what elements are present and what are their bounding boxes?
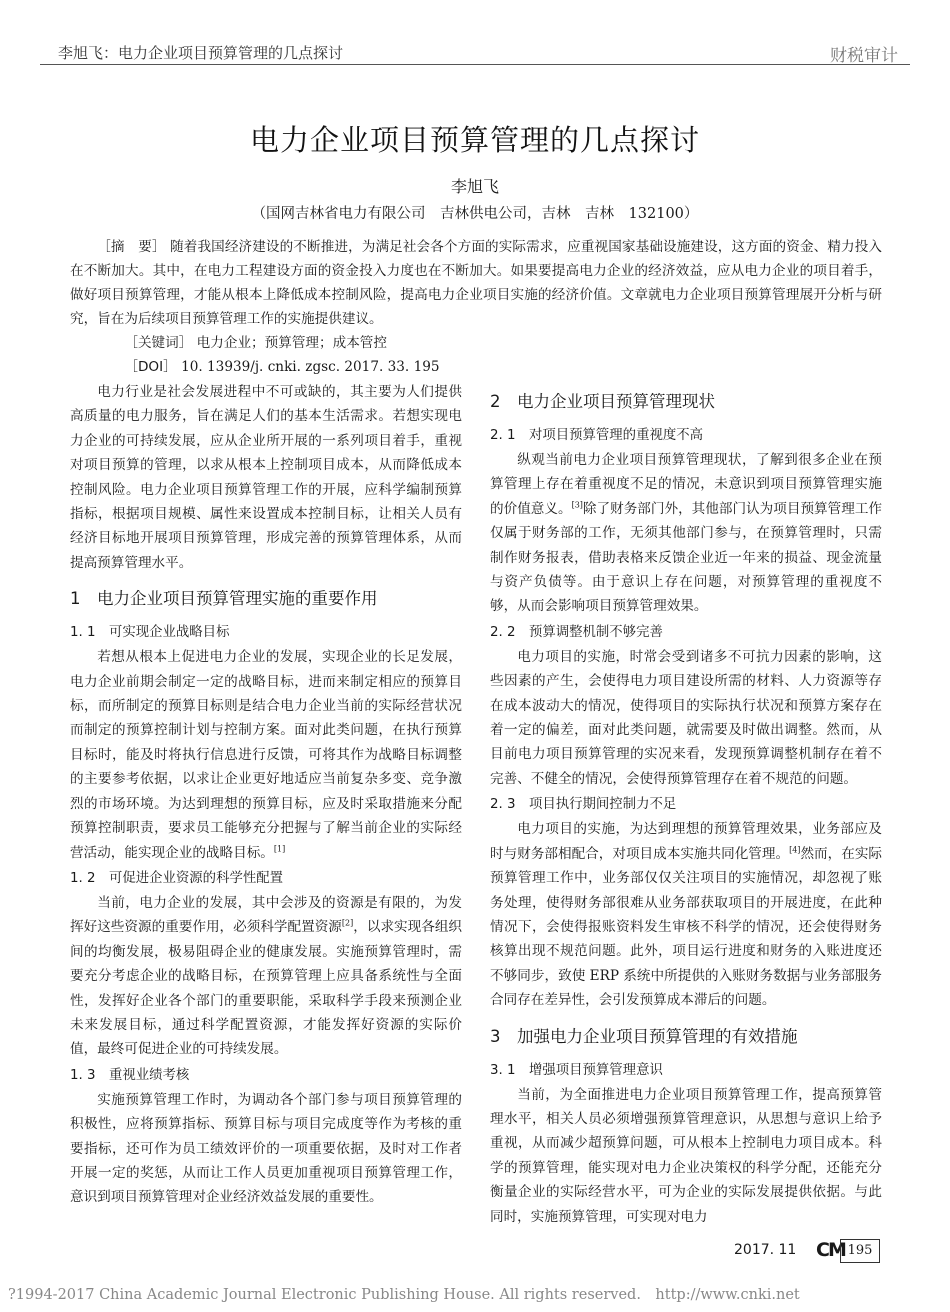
abstract-block — [70, 235, 882, 379]
copyright-notice: ?1994-2017 China Academic Journal Electronic Publishing House. All rights reserved. http://www.cnki.net — [8, 1287, 800, 1303]
header-article-title: 李旭飞：电力企业项目预算管理的几点探讨 — [58, 44, 344, 62]
section-1-1-paragraph — [70, 645, 462, 865]
running-header — [40, 38, 910, 65]
issue-date: 2017. 11 — [734, 1242, 797, 1258]
section-3-heading: 3 加强电力企业项目预算管理的有效措施 — [490, 1026, 798, 1046]
section-2-1-heading: 2. 1 对项目预算管理的重视度不高 — [490, 428, 704, 443]
section-1-3-paragraph: 实施预算管理工作时，为调动各个部门参与项目预算管理的积极性，应将预算指标、预算目标与项目完成度等作为考核的重要指标，还可作为员工绩效评价的一项重要依据，及时对工作者开展一定的奖惩，从而让工作人员更加重视项目预算管理工作，意识到项目预算管理对企业经济效益发展的重要性。 — [70, 1091, 462, 1206]
section-2-3-text-b: 然而，在实际预算管理工作中，业务部仅仅关注项目的实施情况，却忽视了账务处理，使得财务部很难从业务部获取项目的开展进度，在此种情况下，会使得报账资料发生审核不科学的情况，还会使得财务核算出现不规范问题。此外，项目运行进度和财务的入账进度还不够同步，致使 ERP 系统中所提供的入账财务数据与业务部服务合同存在差异性，会引发预算成本滞后的问题。 — [490, 845, 883, 1009]
author-name: 李旭飞 — [450, 177, 499, 196]
header-section-name: 财税审计 — [830, 46, 898, 66]
section-1-2-text-a: 当前，电力企业的发展，其中会涉及的资源是有限的，为发挥好这些资源的重要作用，必须科学配置资源 — [70, 894, 462, 936]
keywords-text: 电力企业；预算管理；成本管控 — [196, 335, 387, 351]
doi-line — [70, 355, 882, 379]
citation-ref: [4] — [789, 845, 801, 855]
citation-ref: [3] — [571, 500, 583, 510]
section-2-3-paragraph — [490, 817, 882, 1012]
intro-paragraph: 电力行业是社会发展进程中不可或缺的，其主要为人们提供高质量的电力服务，旨在满足人们的基本生活需求。若想实现电力企业的可持续发展，应从企业所开展的一系列项目着手，重视对项目预算的管理，以求从根本上控制项目成本，从而降低成本控制风险。电力企业项目预算管理工作的开展，应科学编制预算指标，根据项目规模、属性来设置成本控制目标，让相关人员有经济目标地开展项目预算管理，形成完善的预算管理体系，从而提高预算管理水平。 — [70, 384, 462, 571]
section-1-3-heading: 1. 3 重视业绩考核 — [70, 1067, 190, 1083]
journal-logo: CM — [816, 1239, 845, 1261]
citation-ref: [2] — [341, 918, 354, 928]
left-column — [70, 380, 462, 1210]
section-2-3-heading: 2. 3 项目执行期间控制力不足 — [490, 797, 677, 813]
section-1-2-text-b: ，以求实现各组织间的均衡发展，极易阻碍企业的健康发展。实施预算管理时，需要充分考虑企业的战略目标，在预算管理上应具备系统性与全面性，发挥好企业各个部门的重要职能，采取科学手段来预测企业未来发展目标，通过科学配置资源，才能发挥好资源的实际价值，最终可促进企业的可持续发展。 — [70, 919, 463, 1058]
section-2-3-text-a: 电力项目的实施，为达到理想的预算管理效果，业务部应及时与财务部相配合，对项目成本实施共同化管理。 — [490, 821, 882, 862]
citation-ref: [1] — [273, 843, 286, 853]
section-2-1-text-b: 除了财务部门外，其他部门认为项目预算管理工作仅属于财务部的工作，无须其他部门参与，在预算管理时，只需制作财务报表，借助表格来反馈企业近一年来的损益、现金流量与资产负债等。由于意识上存在问题，对预算管理的重视度不够，从而会影响项目预算管理效果。 — [490, 500, 883, 615]
section-3-1-paragraph: 当前，为全面推进电力企业项目预算管理工作，提高预算管理水平，相关人员必须增强预算管理意识，从思想与意识上给予重视，从而减少超预算问题，可从根本上控制电力项目成本。科学的预算管理，能实现对电力企业决策权的科学分配，还能充分衡量企业的实际经营水平，可为企业的实际发展提供依据。与此同时，实施预算管理，可实现对电力 — [490, 1086, 882, 1225]
author-affiliation: （国网吉林省电力有限公司 吉林供电公司，吉林 吉林 132100） — [251, 206, 699, 222]
doi-label: ［DOI］ — [124, 359, 177, 375]
section-1-2-paragraph — [70, 891, 462, 1062]
keywords-line — [70, 331, 882, 355]
abstract-paragraph — [70, 235, 882, 331]
section-1-1-heading: 1. 1 可实现企业战略目标 — [70, 625, 230, 641]
keywords-label: ［关键词］ — [124, 335, 193, 351]
section-2-heading: 2 电力企业项目预算管理现状 — [490, 392, 715, 411]
abstract-text: 随着我国经济建设的不断推进，为满足社会各个方面的实际需求，应重视国家基础设施建设，这方面的资金、精力投入在不断加大。其中，在电力工程建设方面的资金投入力度也在不断加大。如果要提高电力企业的经济效益，应从电力企业的项目着手，做好项目预算管理，才能从根本上降低成本控制风险，提高电力企业项目实施的经济价值。文章就电力企业项目预算管理展开分析与研究，旨在为后续项目预算管理工作的实施提供建议。 — [70, 239, 882, 327]
section-1-heading: 1 电力企业项目预算管理实施的重要作用 — [70, 589, 378, 609]
abstract-label: ［摘 要］ — [97, 239, 166, 255]
section-1-2-heading: 1. 2 可促进企业资源的科学性配置 — [70, 870, 284, 886]
section-1-1-text: 若想从根本上促进电力企业的发展，实现企业的长足发展，电力企业前期会制定一定的战略目标，进而来制定相应的预算目标，而所制定的预算目标则是结合电力企业当前的实际经营状况而制定的预算控制计划与控制方案。面对此类问题，在执行预算目标时，能及时将执行信息进行反馈，可将其作为战略目标调整的主要参考依据，以求让企业更好地适应当前复杂多变、竞争激烈的市场环境。为达到理想的预算目标，应及时采取措施来分配预算控制职责，要求员工能够充分把握与了解当前企业的实际经营活动，能实现企业的战略目标。 — [70, 649, 462, 861]
page-number: 195 — [840, 1239, 880, 1263]
article-title: 电力企业项目预算管理的几点探讨 — [249, 123, 700, 157]
section-2-2-heading: 2. 2 预算调整机制不够完善 — [490, 624, 663, 640]
doi-text: 10. 13939/j. cnki. zgsc. 2017. 33. 195 — [181, 359, 440, 375]
right-column — [490, 388, 882, 1229]
section-2-2-paragraph: 电力项目的实施，时常会受到诸多不可抗力因素的影响，这些因素的产生，会使得电力项目建设所需的材料、人力资源等存在成本波动大的情况，使得项目的实际执行状况和预算方案存在着一定的偏差，面对此类问题，就需要及时做出调整。然而，从目前电力项目预算管理的实况来看，发现预算调整机制存在着不完善、不健全的情况，会使得预算管理存在着不规范的问题。 — [490, 648, 882, 787]
section-3-1-heading: 3. 1 增强项目预算管理意识 — [490, 1062, 663, 1078]
section-2-1-paragraph — [490, 448, 882, 619]
section-2-1-text-a: 纵观当前电力企业项目预算管理现状，了解到很多企业在预算管理上存在着重视度不足的情况，未意识到项目预算管理实施的价值意义。 — [490, 452, 882, 517]
